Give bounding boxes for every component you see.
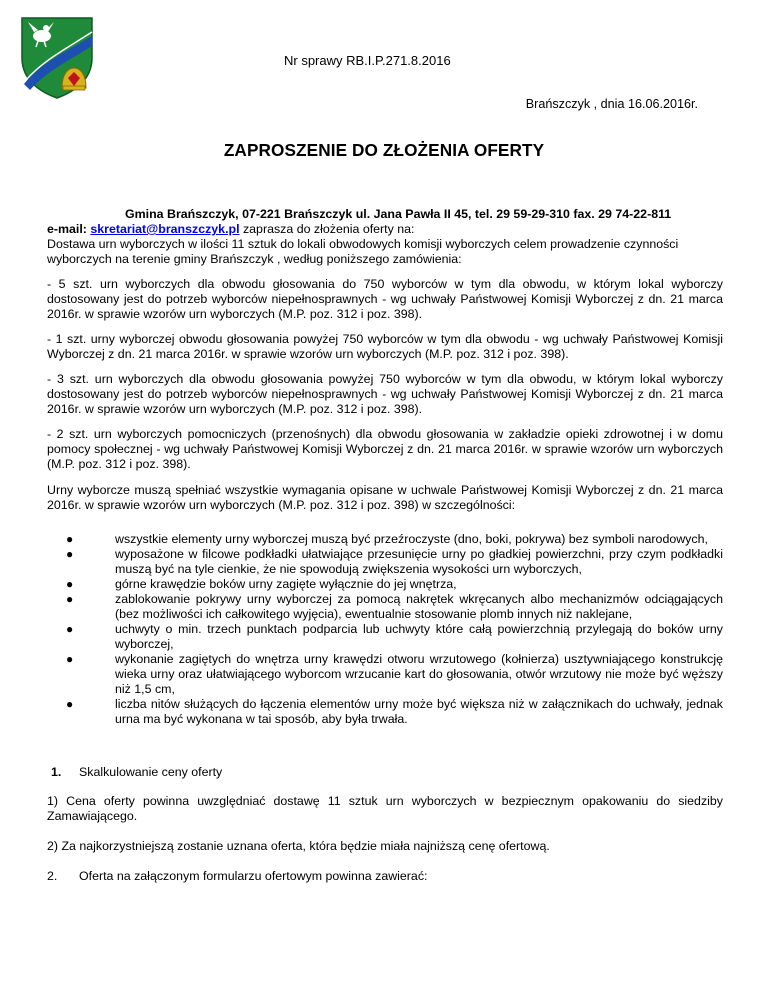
bullet-icon: ● <box>66 547 74 561</box>
item-4: - 2 szt. urn wyborczych pomocniczych (przenośnych) dla obwodu głosowania w zakładzie opieki zdrowotnej i w domu pomocy społecznej - wg uchwały Państwowej Komisji Wyborczej z dn. 21 marca 2016r. w sprawie wzorów urn wyborczych (M.P. poz. 312 i poz. 398). <box>47 427 723 471</box>
requirements-list <box>47 532 723 727</box>
bullet-icon: ● <box>66 592 74 606</box>
section-2-title: Oferta na załączonym formularzu ofertowym powinna zawierać: <box>79 869 428 883</box>
item-1: - 5 szt. urn wyborczych dla obwodu głosowania do 750 wyborców w tym dla obwodu, w którym lokal wyborczy dostosowany jest do potrzeb wyborców niepełnosprawnych - wg uchwały Państwowej Komisji Wyborczej z dn. 21 marca 2016r. w sprawie wzorów urn wyborczych (M.P. poz. 312 i poz. 398). <box>47 277 723 321</box>
bullet-icon: ● <box>66 622 74 636</box>
place-date: Brańszczyk , dnia 16.06.2016r. <box>525 97 698 111</box>
item-3: - 3 szt. urn wyborczych dla obwodu głosowania powyżej 750 wyborców w tym dla obwodu, w którym lokal wyborczy dostosowany jest do potrzeb wyborców niepełnosprawnych - wg uchwały Państwowej Komisji Wyborczej z dn. 21 marca 2016r. w sprawie wzorów urn wyborczych (M.P. poz. 312 i poz. 398). <box>47 372 723 416</box>
document-title: ZAPROSZENIE DO ZŁOŻENIA OFERTY <box>223 140 545 160</box>
organizer-line: Gmina Brańszczyk, 07-221 Brańszczyk ul. Jana Pawła II 45, tel. 29 59-29-310 fax. 29 74-22-811 <box>125 207 672 221</box>
requirements-intro: Urny wyborcze muszą spełniać wszystkie wymagania opisane w uchwale Państwowej Komisji Wyborczej z dn. 21 marca 2016r. w sprawie wzorów urn wyborczych (M.P. poz. 312 i poz. 398) w szczególności: <box>47 483 723 512</box>
list-item: ● wszystkie elementy urny wyborczej muszą być przeźroczyste (dno, boki, pokrywa) bez symboli narodowych, <box>66 532 708 546</box>
section-1-heading <box>47 765 723 780</box>
section-1-paragraph-1: 1) Cena oferty powinna uwzględniać dostawę 11 sztuk urn wyborczych w bezpiecznym opakowaniu do siedziby Zamawiającego. <box>47 794 723 823</box>
section-2-number: 2. <box>47 869 58 883</box>
invite-text: zaprasza do złożenia oferty na: <box>239 222 415 236</box>
bullet-icon: ● <box>66 532 74 546</box>
email-line <box>47 222 723 237</box>
bullet-icon: ● <box>66 652 74 666</box>
list-item: ● wyposażone w filcowe podkładki ułatwiające przesunięcie urny po gładkiej powierzchni, przy czym podkładki muszą być na tyle cienkie, że nie spowodują zwiększenia wysokości urn wyborczych, <box>66 547 723 576</box>
bullet-icon: ● <box>66 697 74 711</box>
section-1-number: 1. <box>51 765 62 779</box>
section-1-paragraph-2: 2) Za najkorzystniejszą zostanie uznana oferta, która będzie miała najniższą cenę ofertową. <box>47 839 550 853</box>
section-1-title: Skalkulowanie ceny oferty <box>79 765 223 779</box>
list-item: ● wykonanie zagiętych do wnętrza urny krawędzi otworu wrzutowego (kołnierza) usztywniającego konstrukcję wieka urny oraz ułatwiającego wyborcom wrzucanie kart do głosowania, otwór wrzutowy nie może być węższy niż 1,5 cm, <box>66 652 723 696</box>
section-2-heading <box>47 869 723 884</box>
case-number: Nr sprawy RB.I.P.271.8.2016 <box>284 53 451 68</box>
item-2: - 1 szt. urny wyborczej obwodu głosowania powyżej 750 wyborców w tym dla obwodu - wg uchwały Państwowej Komisji Wyborczej z dn. 21 marca 2016r. w sprawie wzorów urn wyborczych (M.P. poz. 312 i poz. 398). <box>47 332 723 361</box>
list-item: ● uchwyty o min. trzech punktach podparcia lub uchwyty które całą powierzchnią przylegają do boków urny wyborczej, <box>66 622 723 651</box>
document-body <box>47 207 723 884</box>
email-link[interactable]: skretariat@branszczyk.pl <box>90 222 240 236</box>
list-item: ● zablokowanie pokrywy urny wyborczej za pomocą nakrętek wkręcanych albo mechanizmów odciągających (bez możliwości ich całkowitego wyjęcia), ewentualnie stosowanie plomb innych niż naklejane, <box>66 592 723 621</box>
list-item: ● górne krawędzie boków urny zagięte wyłącznie do jej wnętrza, <box>66 577 457 591</box>
email-label: e-mail: <box>47 222 87 236</box>
subject-line: Dostawa urn wyborczych w ilości 11 sztuk do lokali obwodowych komisji wyborczych celem prowadzenie czynności wyborczych na terenie gminy Brańszczyk , według poniższego zamówienia: <box>47 237 679 266</box>
list-item: ● liczba nitów służących do łączenia elementów urny może być większa niż w załącznikach do uchwały, jednak urna ma być wykonana w tai sposób, aby była trwała. <box>66 697 723 726</box>
bullet-icon: ● <box>66 577 74 591</box>
crest-logo <box>18 14 96 100</box>
